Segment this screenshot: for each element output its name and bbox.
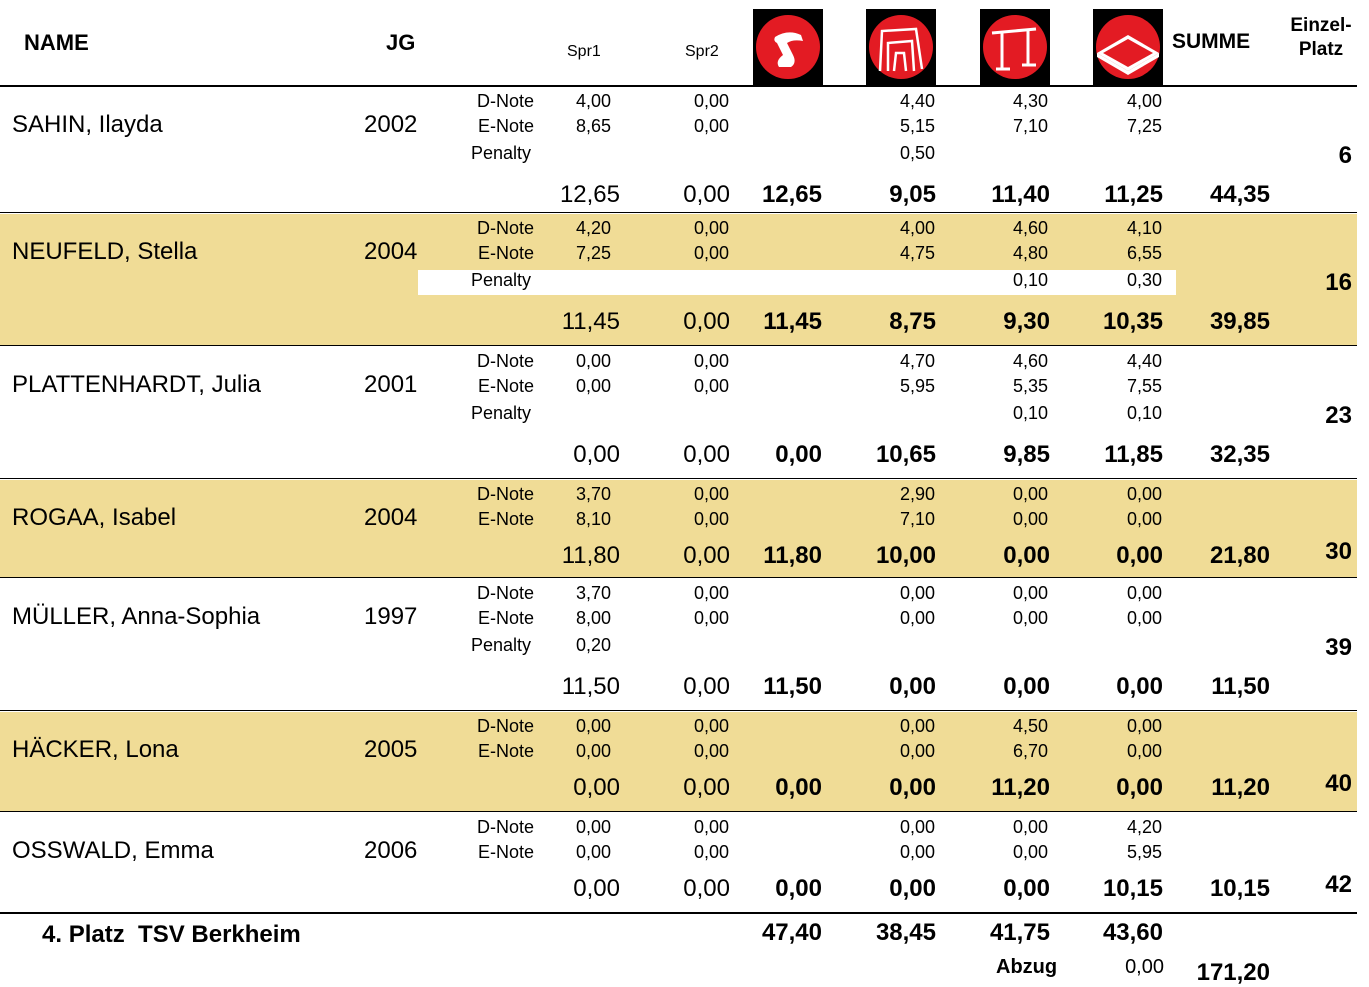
e-note-label: E-Note: [477, 116, 534, 136]
d-note-spr2: 0,00: [693, 583, 729, 603]
total-sum: 39,85: [1209, 308, 1270, 335]
e-note-label: E-Note: [477, 842, 534, 862]
d-note-label: D-Note: [476, 218, 534, 238]
athlete-year: 2004: [364, 504, 418, 531]
header-name: NAME: [24, 30, 89, 55]
total-floor: 10,35: [1102, 308, 1163, 335]
e-note-spr1: 0,00: [575, 741, 611, 761]
e-note-beam: 7,10: [1012, 116, 1048, 136]
d-note-spr2: 0,00: [693, 351, 729, 371]
d-note-bars: 4,70: [899, 351, 935, 371]
e-note-floor: 7,25: [1126, 116, 1162, 136]
total-floor: 11,85: [1104, 441, 1163, 468]
total-floor: 0,00: [1116, 673, 1163, 700]
d-note-spr1: 4,00: [575, 91, 611, 111]
d-note-floor: 4,20: [1126, 817, 1162, 837]
individual-place: 39: [1325, 634, 1352, 661]
total-beam: 0,00: [1003, 875, 1050, 902]
total-sum: 10,15: [1209, 875, 1270, 902]
total-beam: 0,00: [1003, 673, 1050, 700]
e-note-spr1: 8,65: [575, 116, 611, 136]
d-note-bars: 2,90: [899, 484, 935, 504]
total-sum: 44,35: [1209, 181, 1270, 208]
d-note-beam: 0,00: [1012, 817, 1048, 837]
total-spr1: 11,50: [561, 673, 620, 700]
total-beam: 11,40: [991, 181, 1050, 208]
e-note-spr2: 0,00: [693, 243, 729, 263]
team-placement: [42, 921, 301, 949]
d-note-label: D-Note: [476, 91, 534, 111]
penalty-label: Penalty: [470, 403, 531, 423]
total-spr2: 0,00: [683, 875, 730, 902]
d-note-floor: 0,00: [1126, 716, 1162, 736]
penalty-bars: 0,50: [899, 143, 935, 163]
row-divider: [0, 710, 1357, 711]
total-bars: 9,05: [889, 181, 936, 208]
d-note-spr1: 0,00: [575, 817, 611, 837]
e-note-spr2: 0,00: [693, 509, 729, 529]
row-divider: [0, 577, 1357, 578]
header-summe: SUMME: [1172, 30, 1251, 53]
total-spr2: 0,00: [683, 542, 730, 569]
e-note-beam: 0,00: [1012, 509, 1048, 529]
total-vault: 12,65: [761, 181, 822, 208]
d-note-spr1: 0,00: [575, 351, 611, 371]
total-spr2: 0,00: [683, 441, 730, 468]
total-sum: 11,50: [1211, 673, 1270, 700]
d-note-spr2: 0,00: [693, 716, 729, 736]
total-spr2: 0,00: [683, 774, 730, 801]
e-note-floor: 6,55: [1126, 243, 1162, 263]
d-note-beam: 0,00: [1012, 583, 1048, 603]
total-vault: 11,80: [763, 542, 822, 569]
d-note-beam: 4,60: [1012, 218, 1048, 238]
athlete-year: 2004: [364, 238, 418, 265]
e-note-spr1: 8,00: [575, 608, 611, 628]
e-note-label: E-Note: [477, 509, 534, 529]
athlete-name: MÜLLER, Anna-Sophia: [12, 603, 261, 630]
total-spr1: 12,65: [559, 181, 620, 208]
penalty-floor: 0,10: [1126, 403, 1162, 423]
d-note-bars: 4,00: [899, 218, 935, 238]
abzug-value: 0,00: [1125, 956, 1164, 978]
team-grand-total: 171,20: [1196, 959, 1270, 986]
header-divider: [0, 85, 1357, 87]
e-note-label: E-Note: [477, 608, 534, 628]
e-note-bars: 5,15: [899, 116, 935, 136]
total-vault: 0,00: [775, 875, 822, 902]
total-floor: 10,15: [1102, 875, 1163, 902]
d-note-spr2: 0,00: [693, 218, 729, 238]
e-note-spr1: 0,00: [575, 842, 611, 862]
total-beam: 0,00: [1003, 542, 1050, 569]
d-note-beam: 4,30: [1012, 91, 1048, 111]
e-note-floor: 7,55: [1126, 376, 1162, 396]
d-note-spr2: 0,00: [693, 91, 729, 111]
header-spr2: Spr2: [685, 43, 719, 60]
d-note-bars: 0,00: [899, 716, 935, 736]
individual-place: 40: [1325, 770, 1352, 797]
uneven-bars-icon: [866, 9, 936, 85]
total-spr1: 0,00: [573, 774, 620, 801]
athlete-name: HÄCKER, Lona: [12, 736, 179, 763]
d-note-spr1: 4,20: [575, 218, 611, 238]
team-floor-total: 43,60: [1102, 919, 1163, 946]
d-note-beam: 0,00: [1012, 484, 1048, 504]
total-sum: 32,35: [1209, 441, 1270, 468]
d-note-floor: 4,00: [1126, 91, 1162, 111]
d-note-label: D-Note: [476, 484, 534, 504]
total-vault: 0,00: [775, 441, 822, 468]
team-place-number: 4: [42, 921, 56, 948]
penalty-beam: 0,10: [1012, 270, 1048, 290]
d-note-spr1: 3,70: [575, 583, 611, 603]
e-note-bars: 7,10: [899, 509, 935, 529]
e-note-floor: 0,00: [1126, 509, 1162, 529]
e-note-spr2: 0,00: [693, 842, 729, 862]
row-divider: [0, 478, 1357, 479]
header-einzel-line2: Platz: [1298, 39, 1344, 60]
row-divider: [0, 811, 1357, 812]
e-note-label: E-Note: [477, 741, 534, 761]
total-vault: 0,00: [775, 774, 822, 801]
total-spr1: 11,80: [561, 542, 620, 569]
e-note-bars: 0,00: [899, 842, 935, 862]
individual-place: 23: [1325, 402, 1352, 429]
e-note-beam: 6,70: [1012, 741, 1048, 761]
total-sum: 11,20: [1211, 774, 1270, 801]
individual-place: 30: [1325, 538, 1352, 565]
header-einzel-line1: Einzel-: [1290, 15, 1352, 36]
total-floor: 0,00: [1116, 774, 1163, 801]
penalty-beam: 0,10: [1012, 403, 1048, 423]
d-note-spr2: 0,00: [693, 484, 729, 504]
d-note-bars: 0,00: [899, 583, 935, 603]
total-vault: 11,50: [763, 673, 822, 700]
e-note-bars: 4,75: [899, 243, 935, 263]
athlete-year: 1997: [364, 603, 418, 630]
row-divider: [0, 212, 1357, 213]
total-floor: 0,00: [1116, 542, 1163, 569]
e-note-beam: 4,80: [1012, 243, 1048, 263]
team-bars-total: 38,45: [875, 919, 936, 946]
e-note-floor: 0,00: [1126, 608, 1162, 628]
penalty-label: Penalty: [470, 143, 531, 163]
e-note-spr1: 0,00: [575, 376, 611, 396]
penalty-spr1: 0,20: [575, 635, 611, 655]
team-vault-total: 47,40: [761, 919, 822, 946]
e-note-bars: 5,95: [899, 376, 935, 396]
athlete-name: ROGAA, Isabel: [12, 504, 177, 531]
total-bars: 10,00: [875, 542, 936, 569]
total-spr1: 11,45: [561, 308, 620, 335]
d-note-label: D-Note: [476, 351, 534, 371]
abzug-label: Abzug: [996, 956, 1058, 978]
e-note-beam: 0,00: [1012, 842, 1048, 862]
e-note-spr2: 0,00: [693, 376, 729, 396]
e-note-floor: 5,95: [1126, 842, 1162, 862]
d-note-floor: 0,00: [1126, 484, 1162, 504]
total-spr2: 0,00: [683, 673, 730, 700]
e-note-bars: 0,00: [899, 741, 935, 761]
total-sum: 21,80: [1209, 542, 1270, 569]
athlete-year: 2002: [364, 111, 418, 138]
athlete-year: 2001: [364, 371, 418, 398]
d-note-beam: 4,60: [1012, 351, 1048, 371]
e-note-label: E-Note: [477, 376, 534, 396]
team-place-text: . Platz TSV Berkheim: [55, 921, 301, 948]
vault-icon: [753, 9, 823, 85]
penalty-floor: 0,30: [1126, 270, 1162, 290]
total-beam: 9,85: [1003, 441, 1050, 468]
total-vault: 11,45: [763, 308, 822, 335]
athlete-year: 2005: [364, 736, 418, 763]
athlete-name: PLATTENHARDT, Julia: [12, 371, 261, 398]
total-beam: 9,30: [1003, 308, 1050, 335]
d-note-label: D-Note: [476, 817, 534, 837]
e-note-spr2: 0,00: [693, 116, 729, 136]
athlete-name: NEUFELD, Stella: [12, 238, 198, 265]
balance-beam-icon: [980, 9, 1050, 85]
athlete-name: OSSWALD, Emma: [12, 837, 214, 864]
d-note-beam: 4,50: [1012, 716, 1048, 736]
d-note-spr1: 3,70: [575, 484, 611, 504]
total-bars: 0,00: [889, 774, 936, 801]
d-note-floor: 4,40: [1126, 351, 1162, 371]
e-note-spr2: 0,00: [693, 608, 729, 628]
e-note-label: E-Note: [477, 243, 534, 263]
d-note-bars: 0,00: [899, 817, 935, 837]
e-note-bars: 0,00: [899, 608, 935, 628]
athlete-year: 2006: [364, 837, 418, 864]
floor-icon: [1093, 9, 1163, 85]
individual-place: 42: [1325, 871, 1352, 898]
team-beam-total: 41,75: [989, 919, 1050, 946]
penalty-row-strip: [418, 270, 1176, 295]
e-note-beam: 5,35: [1012, 376, 1048, 396]
penalty-label: Penalty: [470, 635, 531, 655]
header-spr1: Spr1: [567, 43, 601, 60]
d-note-label: D-Note: [476, 716, 534, 736]
d-note-floor: 4,10: [1126, 218, 1162, 238]
e-note-floor: 0,00: [1126, 741, 1162, 761]
footer-divider: [0, 912, 1357, 914]
total-beam: 11,20: [991, 774, 1050, 801]
total-bars: 0,00: [889, 875, 936, 902]
total-spr1: 0,00: [573, 875, 620, 902]
e-note-spr2: 0,00: [693, 741, 729, 761]
total-bars: 0,00: [889, 673, 936, 700]
individual-place: 6: [1338, 142, 1352, 169]
total-bars: 10,65: [875, 441, 936, 468]
d-note-label: D-Note: [476, 583, 534, 603]
individual-place: 16: [1325, 269, 1352, 296]
total-spr2: 0,00: [683, 181, 730, 208]
header-einzel-platz: [1290, 14, 1352, 62]
e-note-spr1: 8,10: [575, 509, 611, 529]
d-note-floor: 0,00: [1126, 583, 1162, 603]
athlete-name: SAHIN, Ilayda: [12, 111, 163, 138]
e-note-beam: 0,00: [1012, 608, 1048, 628]
total-floor: 11,25: [1104, 181, 1163, 208]
total-bars: 8,75: [889, 308, 936, 335]
d-note-spr1: 0,00: [575, 716, 611, 736]
row-divider: [0, 345, 1357, 346]
total-spr2: 0,00: [683, 308, 730, 335]
d-note-spr2: 0,00: [693, 817, 729, 837]
penalty-label: Penalty: [470, 270, 531, 290]
header-jg: JG: [386, 30, 416, 55]
e-note-spr1: 7,25: [575, 243, 611, 263]
total-spr1: 0,00: [573, 441, 620, 468]
d-note-bars: 4,40: [899, 91, 935, 111]
